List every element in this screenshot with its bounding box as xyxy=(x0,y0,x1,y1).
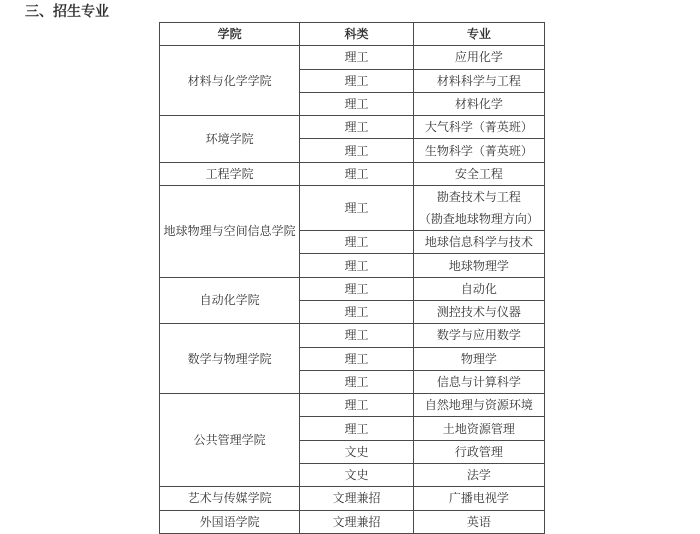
category-cell: 理工 xyxy=(300,186,413,231)
major-cell xyxy=(413,370,544,393)
table-header-row xyxy=(160,23,545,46)
category-cell: 文史 xyxy=(300,464,413,487)
major-cell xyxy=(413,277,544,300)
major-name: 物理学 xyxy=(460,351,497,366)
major-cell xyxy=(413,116,544,139)
category-cell: 理工 xyxy=(300,417,413,440)
major-name: 数学与应用数学 xyxy=(436,328,521,343)
category-cell: 文史 xyxy=(300,440,413,463)
major-name: 材料科学与工程 xyxy=(436,73,521,88)
major-name: 信息与计算科学 xyxy=(436,375,521,389)
category-cell: 文理兼招 xyxy=(300,487,413,510)
major-name: 自动化 xyxy=(460,281,497,296)
college-cell: 环境学院 xyxy=(160,116,300,163)
category-cell: 理工 xyxy=(300,254,413,277)
major-cell xyxy=(413,300,544,323)
college-column-header: 学院 xyxy=(160,23,300,46)
table-row xyxy=(160,186,545,231)
college-cell: 材料与化学学院 xyxy=(160,46,300,116)
major-cell xyxy=(413,324,544,347)
table-row xyxy=(160,46,545,69)
category-cell: 理工 xyxy=(300,162,413,185)
major-cell xyxy=(413,69,544,92)
table-row xyxy=(160,162,545,185)
major-column-header: 专业 xyxy=(413,23,544,46)
major-name: 广播电视学 xyxy=(448,491,509,506)
major-cell xyxy=(413,231,544,254)
section-title: 三、招生专业 xyxy=(25,4,109,20)
major-cell xyxy=(413,510,544,533)
major-name: 应用化学 xyxy=(454,50,503,65)
majors-table xyxy=(159,22,545,534)
table-row xyxy=(160,324,545,347)
major-name: 测控技术与仪器 xyxy=(436,305,521,320)
major-cell xyxy=(413,440,544,463)
category-cell: 理工 xyxy=(300,277,413,300)
major-cell xyxy=(413,254,544,277)
major-cell xyxy=(413,186,544,231)
major-cell xyxy=(413,139,544,162)
category-cell: 理工 xyxy=(300,300,413,323)
major-name: 英语 xyxy=(466,514,491,529)
majors-table-body xyxy=(160,46,545,534)
table-row xyxy=(160,394,545,417)
major-name: 大气科学（菁英班） xyxy=(424,120,533,135)
college-cell: 自动化学院 xyxy=(160,277,300,324)
major-name: 勘查技术与工程 xyxy=(436,190,521,205)
category-cell: 理工 xyxy=(300,394,413,417)
category-cell: 理工 xyxy=(300,92,413,115)
major-name: （勘查地球物理方向） xyxy=(418,212,539,227)
major-cell xyxy=(413,394,544,417)
table-row xyxy=(160,510,545,533)
major-cell xyxy=(413,46,544,69)
major-name: 法学 xyxy=(466,468,491,483)
major-name: 材料化学 xyxy=(454,97,503,112)
major-cell xyxy=(413,417,544,440)
category-cell: 理工 xyxy=(300,139,413,162)
major-cell xyxy=(413,464,544,487)
category-cell: 理工 xyxy=(300,347,413,370)
major-name: 地球物理学 xyxy=(448,258,509,273)
table-row xyxy=(160,116,545,139)
category-cell: 文理兼招 xyxy=(300,510,413,533)
major-cell xyxy=(413,92,544,115)
college-cell: 艺术与传媒学院 xyxy=(160,487,300,510)
category-cell: 理工 xyxy=(300,69,413,92)
college-cell: 外国语学院 xyxy=(160,510,300,533)
college-cell: 数学与物理学院 xyxy=(160,324,300,394)
major-cell xyxy=(413,162,544,185)
table-row xyxy=(160,487,545,510)
college-cell: 地球物理与空间信息学院 xyxy=(160,186,300,278)
major-cell xyxy=(413,347,544,370)
table-row xyxy=(160,277,545,300)
major-name: 安全工程 xyxy=(454,166,503,181)
major-name: 行政管理 xyxy=(454,444,503,459)
major-name: 生物科学（菁英班） xyxy=(424,143,533,158)
category-cell: 理工 xyxy=(300,370,413,393)
major-name: 土地资源管理 xyxy=(442,421,515,436)
category-cell: 理工 xyxy=(300,324,413,347)
category-cell: 理工 xyxy=(300,116,413,139)
category-cell: 理工 xyxy=(300,46,413,69)
category-column-header: 科类 xyxy=(300,23,413,46)
major-name: 地球信息科学与技术 xyxy=(424,235,533,250)
college-cell: 工程学院 xyxy=(160,162,300,185)
category-cell: 理工 xyxy=(300,231,413,254)
college-cell: 公共管理学院 xyxy=(160,394,300,487)
major-cell xyxy=(413,487,544,510)
major-name: 自然地理与资源环境 xyxy=(424,398,533,413)
